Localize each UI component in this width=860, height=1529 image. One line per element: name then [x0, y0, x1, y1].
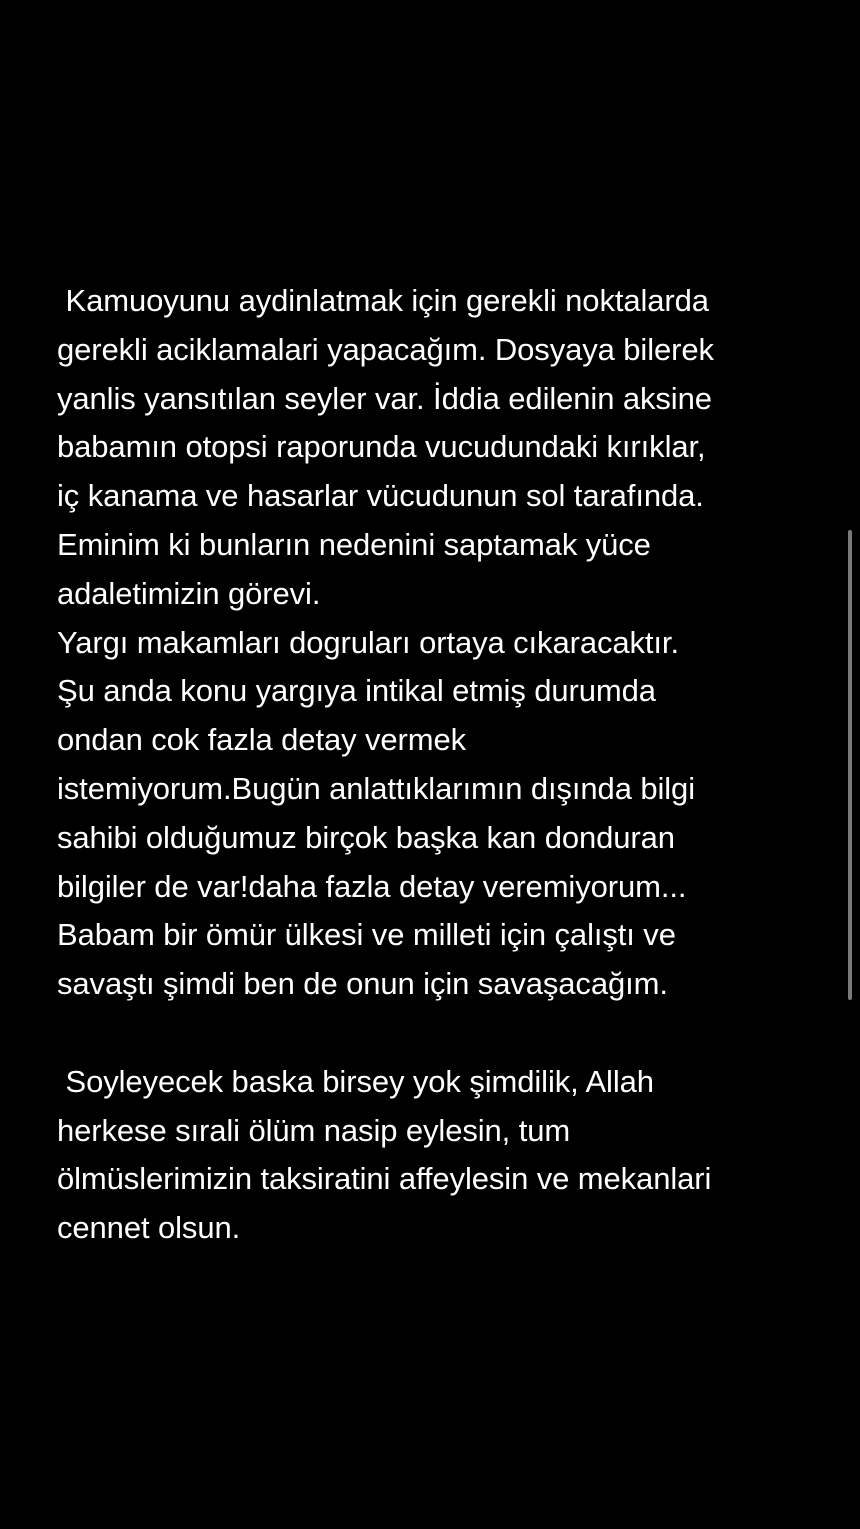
vertical-scrollbar[interactable] — [848, 530, 852, 1000]
note-blank-line — [57, 1009, 827, 1058]
note-line: bilgiler de var!daha fazla detay veremiyorum... — [57, 868, 687, 904]
note-line: Eminim ki bunların nedenini saptamak yüce — [57, 526, 651, 562]
note-line: Babam bir ömür ülkesi ve milleti için çalıştı ve — [57, 917, 676, 953]
note-line: gerekli aciklamalari yapacağım. Dosyaya bilerek — [57, 331, 714, 367]
note-text-body[interactable] — [57, 277, 827, 1253]
note-line: Şu anda konu yargıya intikal etmiş durumda — [57, 673, 656, 709]
note-line: yanlis yansıtılan seyler var. İddia edilenin aksine — [57, 380, 712, 416]
note-line: sahibi olduğumuz birçok başka kan donduran — [57, 819, 675, 855]
note-line: istemiyorum.Bugün anlattıklarımın dışında bilgi — [57, 770, 695, 806]
note-line: ondan cok fazla detay vermek — [57, 722, 467, 758]
note-line: Yargı makamları dogruları ortaya cıkaracaktır. — [57, 624, 679, 660]
note-line: Soyleyecek baska birsey yok şimdilik, Allah — [57, 1063, 654, 1099]
note-line: adaletimizin görevi. — [57, 575, 321, 611]
note-line: herkese sırali ölüm nasip eylesin, tum — [57, 1112, 571, 1148]
note-line: cennet olsun. — [57, 1210, 241, 1246]
note-line: Kamuoyunu aydinlatmak için gerekli noktalarda — [57, 283, 709, 318]
note-line: savaştı şimdi ben de onun için savaşacağım. — [57, 966, 668, 1002]
note-line: babamın otopsi raporunda vucudundaki kırıklar, — [57, 429, 706, 465]
note-line: iç kanama ve hasarlar vücudunun sol tarafında. — [57, 478, 704, 514]
note-line: ölmüslerimizin taksiratini affeylesin ve mekanlari — [57, 1161, 712, 1197]
